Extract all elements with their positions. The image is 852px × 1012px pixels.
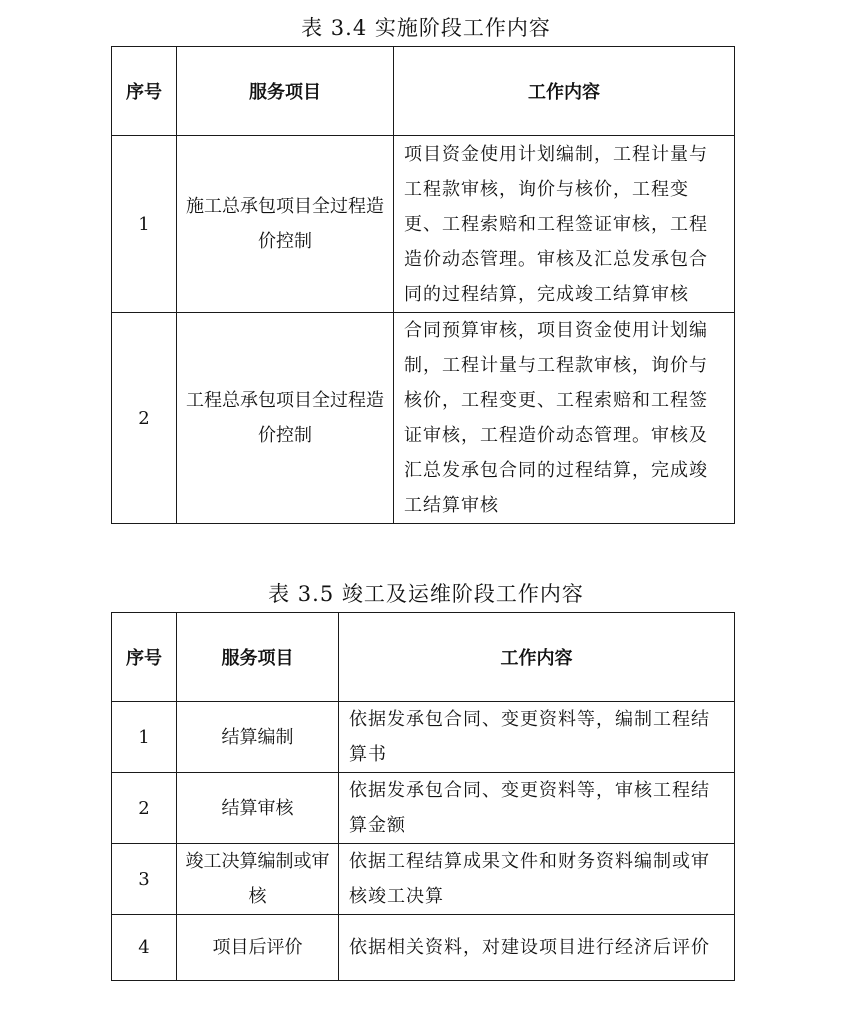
- row-work: 合同预算审核，项目资金使用计划编制，工程计量与工程款审核，询价与核价，工程变更、工程索赔和工程签证审核，工程造价动态管理。审核及汇总发承包合同的过程结算，完成竣工结算审核: [394, 313, 735, 524]
- row-num: 2: [112, 313, 177, 524]
- row-service: 结算编制: [177, 702, 339, 773]
- row-work: 依据工程结算成果文件和财务资料编制或审核竣工决算: [339, 844, 735, 915]
- table-row: [112, 844, 735, 915]
- table-header-row: [112, 613, 735, 702]
- row-service: 施工总承包项目全过程造价控制: [177, 136, 394, 313]
- row-num: 1: [112, 702, 177, 773]
- header-work: 工作内容: [339, 613, 735, 702]
- table-header-row: [112, 47, 735, 136]
- header-work: 工作内容: [394, 47, 735, 136]
- table-3-4: [111, 46, 735, 524]
- row-work: 依据发承包合同、变更资料等，编制工程结算书: [339, 702, 735, 773]
- header-service: 服务项目: [177, 613, 339, 702]
- row-num: 2: [112, 773, 177, 844]
- row-service: 项目后评价: [177, 915, 339, 981]
- row-num: 4: [112, 915, 177, 981]
- header-num: 序号: [112, 613, 177, 702]
- table-row: [112, 313, 735, 524]
- row-work: 依据相关资料，对建设项目进行经济后评价: [339, 915, 735, 981]
- table-3-5: [111, 612, 735, 981]
- header-service: 服务项目: [177, 47, 394, 136]
- header-num: 序号: [112, 47, 177, 136]
- row-service: 竣工决算编制或审核: [177, 844, 339, 915]
- row-service: 工程总承包项目全过程造价控制: [177, 313, 394, 524]
- table-3-5-caption: 表 3.5 竣工及运维阶段工作内容: [268, 582, 584, 606]
- row-num: 3: [112, 844, 177, 915]
- row-num: 1: [112, 136, 177, 313]
- table-3-4-caption: 表 3.4 实施阶段工作内容: [301, 16, 551, 40]
- table-row: [112, 136, 735, 313]
- table-row: [112, 773, 735, 844]
- table-row: [112, 702, 735, 773]
- row-work: 项目资金使用计划编制，工程计量与工程款审核，询价与核价，工程变更、工程索赔和工程签证审核，工程造价动态管理。审核及汇总发承包合同的过程结算，完成竣工结算审核: [394, 136, 735, 313]
- row-service: 结算审核: [177, 773, 339, 844]
- table-row: [112, 915, 735, 981]
- row-work: 依据发承包合同、变更资料等，审核工程结算金额: [339, 773, 735, 844]
